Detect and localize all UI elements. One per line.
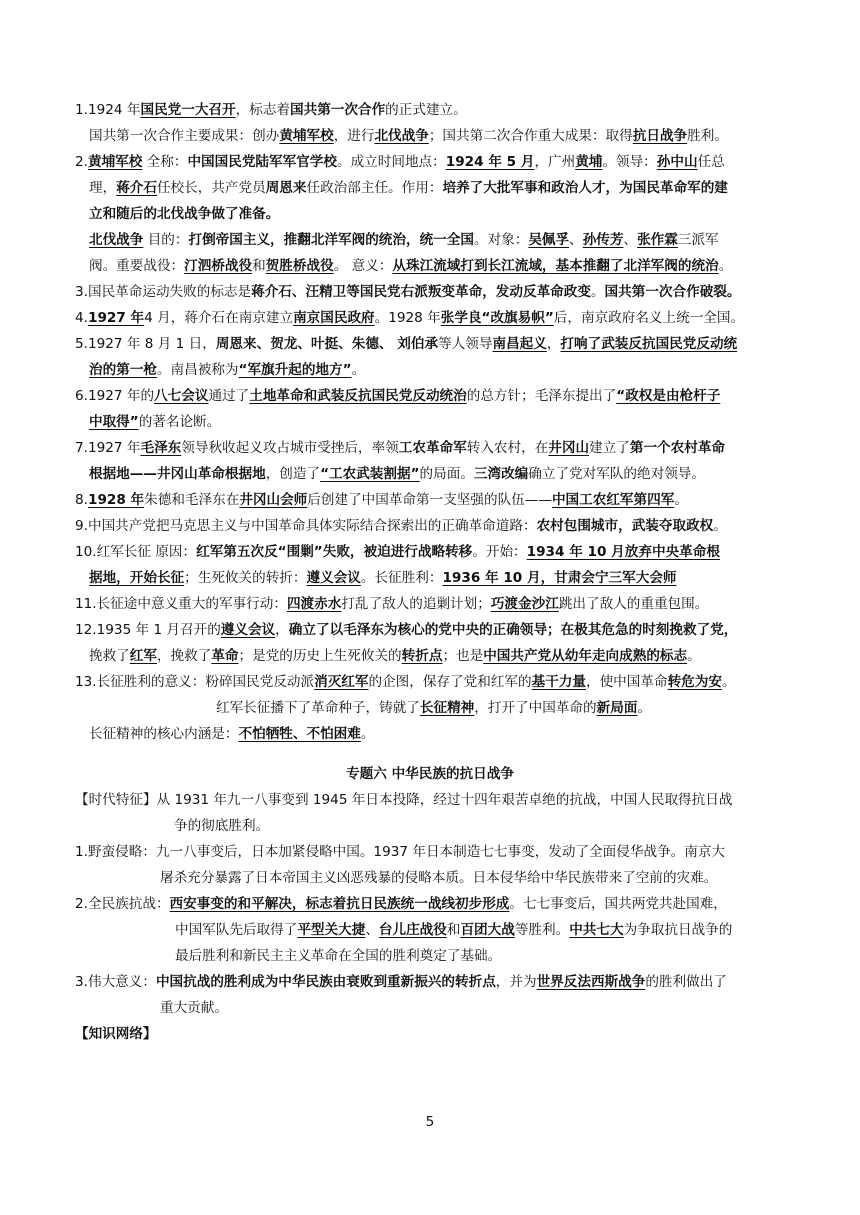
text-segment: 1936 年 10 月，甘肃会宁三军大会师 <box>442 570 677 586</box>
text-segment: 的胜利做出了 <box>645 974 727 990</box>
text-segment: ，挽救了 <box>156 648 212 664</box>
line <box>89 461 705 487</box>
text-segment: 培养了大批军事和政治人才，为国民革命军的建 <box>442 180 728 196</box>
text-segment: 4. <box>75 310 88 326</box>
text-segment: 不怕牺牲、不怕困难 <box>238 726 361 742</box>
text-segment: 长征精神的核心内涵是： <box>89 726 239 742</box>
text-segment: 等胜利。 <box>514 922 570 938</box>
text-segment: 9.中国共产党把马克思主义与中国革命具体实际结合探索出的正确革命道路： <box>75 518 537 534</box>
text-segment: 世界反法西斯战争 <box>536 974 646 990</box>
text-segment: 1927 年 <box>87 310 145 326</box>
text-segment: “政权是由枪杆子 <box>616 388 721 404</box>
text-segment: 确立了以毛泽东为核心的党中央的正确领导；在极其危急的时刻挽救了党， <box>288 622 738 638</box>
text-segment: 八七会议 <box>154 388 209 404</box>
text-segment: ，使中国革命 <box>586 674 668 690</box>
text-segment: “军旗升起的地方” <box>238 362 352 378</box>
text-segment: “工农武装割据” <box>320 466 420 482</box>
text-segment: 的正式建立。 <box>385 102 467 118</box>
text-segment: 消灭红军 <box>314 674 369 690</box>
text-segment: 据地，开始长征 <box>89 570 185 586</box>
text-segment: 中取得” <box>89 414 139 430</box>
page-number: 5 <box>425 1114 435 1130</box>
line <box>175 917 732 943</box>
text-segment: 。长征胜利： <box>360 570 443 586</box>
text-segment: 【时代特征】 <box>75 792 157 808</box>
text-segment: 第一个农村革命 <box>629 440 726 456</box>
text-segment: 2.全民族抗战： <box>75 896 170 912</box>
text-segment: 转危为安 <box>667 674 722 690</box>
text-segment: 百团大战 <box>460 922 515 938</box>
text-segment: 基干力量 <box>531 674 586 690</box>
text-segment: 根据地——井冈山革命根据地 <box>89 466 266 482</box>
text-segment: ；也是 <box>442 648 484 664</box>
text-segment: 建立了 <box>589 440 630 456</box>
text-segment: 。七七事变后，国共两党共赴国难， <box>509 896 727 912</box>
line <box>75 969 727 995</box>
text-segment: 治的第一枪 <box>89 362 157 378</box>
text-segment: 全称： <box>142 154 188 170</box>
text-segment: ，并为 <box>495 974 537 990</box>
text-segment: 。 <box>674 492 688 508</box>
text-segment: 后创建了中国革命第一支坚强的队伍—— <box>307 492 552 508</box>
text-segment: 黄埔 <box>575 154 603 170</box>
line <box>89 253 732 279</box>
text-segment: 。领导： <box>602 154 657 170</box>
text-segment: ， <box>275 622 289 638</box>
text-segment: 从 1931 年九一八事变到 1945 年日本投降，经过十四年艰苦卓绝的抗战，中国人民取得抗日战 <box>156 792 733 808</box>
text-segment: ，广州 <box>534 154 576 170</box>
line <box>75 513 727 539</box>
text-segment: 后，南京政府名义上统一全国。 <box>553 310 745 326</box>
text-segment: 立和随后的北伐战争做了准备。 <box>89 206 280 222</box>
text-segment: 。 <box>721 674 736 690</box>
text-segment: 中国共产党从幼年走向成熟的标志 <box>483 648 688 664</box>
text-segment: 的总方针；毛泽东提出了 <box>466 388 617 404</box>
text-segment: 四渡赤水 <box>286 596 342 612</box>
text-segment: 的著名论断。 <box>138 414 221 430</box>
text-segment: 挽救了 <box>89 648 130 664</box>
text-segment: 革命 <box>211 648 239 664</box>
line <box>89 201 279 227</box>
section-title: 专题六 中华民族的抗日战争 <box>346 766 514 782</box>
text-segment: 中国军队先后取得了 <box>175 922 298 938</box>
text-segment: 。 <box>360 726 375 742</box>
text-segment: 3.国民革命运动失败的标志是 <box>75 284 252 300</box>
text-segment: 土地革命和武装反抗国民党反动统治 <box>249 388 467 404</box>
line <box>75 669 736 695</box>
text-segment: 的企图，保存了党和红军的 <box>368 674 532 690</box>
text-segment: 为争取抗日战争的 <box>623 922 733 938</box>
text-segment: 北伐战争 <box>374 128 429 144</box>
text-segment: 蒋介石、汪精卫等国民党右派叛变革命，发动反革命政变 <box>251 284 591 300</box>
text-segment: 井冈山 <box>548 440 590 456</box>
text-segment: 10.红军长征 原因： <box>75 544 197 560</box>
text-segment: 最后胜利和新民主主义革命在全国的胜利奠定了基础。 <box>175 948 502 964</box>
text-segment: 张学良 <box>440 310 482 326</box>
text-segment: 和 <box>252 258 266 274</box>
text-segment: 目的： <box>143 232 189 248</box>
text-segment: 屠杀充分暴露了日本帝国主义凶恶残暴的侵略本质。日本侵华给中华民族带来了空前的灾难。 <box>160 870 718 886</box>
text-segment: 中国工农红军第四军 <box>551 492 675 508</box>
line <box>75 435 725 461</box>
text-segment: ，创造了 <box>265 466 321 482</box>
text-segment: 中共七大 <box>569 922 624 938</box>
text-segment: 、 <box>569 232 583 248</box>
text-segment: 5.1927 年 8 月 1 日， <box>75 336 216 352</box>
text-segment: 国共第一次合作主要成果：创办 <box>89 128 280 144</box>
text-segment: 朱德和毛泽东在 <box>144 492 240 508</box>
text-segment: 贺胜桥战役 <box>265 258 334 274</box>
text-segment: 1.1924 年 <box>75 102 141 118</box>
text-segment: 7.1927 年 <box>75 440 141 456</box>
text-segment: 11.长征途中意义重大的军事行动： <box>75 596 287 612</box>
text-segment: 等人领导 <box>438 336 493 352</box>
text-segment: 1924 年 5 月 <box>445 154 535 170</box>
text-segment: 红军第五次反“围剿”失败，被迫进行战略转移 <box>196 544 473 560</box>
text-segment: 中国抗战的胜利成为中华民族由衰败到重新振兴的转折点 <box>155 974 496 990</box>
line <box>75 149 725 175</box>
text-segment: 【知识网络】 <box>75 1026 157 1042</box>
text-segment: 孙传芳 <box>582 232 624 248</box>
line <box>75 839 725 865</box>
text-segment: 13.长征胜利的意义： <box>75 674 206 690</box>
text-segment: 北伐战争 <box>89 232 144 248</box>
text-segment: “改旗易帜” <box>481 310 554 326</box>
text-segment: 领导秋收起义攻占城市受挫后，率领 <box>181 440 399 456</box>
text-segment: 通过了 <box>208 388 250 404</box>
text-segment: 6.1927 年的 <box>75 388 155 404</box>
text-segment: 转入农村，在 <box>466 440 549 456</box>
line <box>89 643 701 669</box>
text-segment: 。开始： <box>472 544 527 560</box>
text-segment: 张作霖 <box>637 232 678 248</box>
line <box>175 943 501 969</box>
text-segment: ；是党的历史上生死攸关的 <box>238 648 402 664</box>
text-segment: 南京国民政府 <box>293 310 375 326</box>
text-segment: 周恩来、贺龙、叶挺、朱德、 刘伯承 <box>215 336 439 352</box>
text-segment: 1.野蛮侵略：九一八事变后，日本加紧侵略中国。1937 年日本制造七七事变，发动了全面侵华战争。南京大 <box>75 844 726 860</box>
line <box>89 721 374 747</box>
text-segment: ；生死攸关的转折： <box>184 570 307 586</box>
line <box>75 279 740 305</box>
text-segment: 转折点 <box>401 648 443 664</box>
text-segment: 台儿庄战役 <box>378 922 447 938</box>
text-segment: 。1928 年 <box>374 310 441 326</box>
text-segment: 巧渡金沙江 <box>490 596 559 612</box>
line <box>75 787 732 813</box>
line <box>216 695 651 721</box>
text-segment: 。 <box>713 518 727 534</box>
text-segment: 。成立时间地点： <box>337 154 446 170</box>
line <box>89 227 719 253</box>
text-segment: ；国共第二次合作重大成果：取得 <box>428 128 633 144</box>
text-segment: 打倒帝国主义，推翻北洋军阀的统治，统一全国 <box>188 232 474 248</box>
text-segment: 阀。重要战役： <box>89 258 185 274</box>
text-segment: 蒋介石 <box>116 180 157 196</box>
text-segment: 孙中山 <box>656 154 698 170</box>
text-segment: 。 <box>590 284 605 300</box>
text-segment: 遵义会议 <box>306 570 361 586</box>
text-segment: 。南昌被称为 <box>156 362 239 378</box>
text-segment: 2. <box>75 154 88 170</box>
line <box>89 175 728 201</box>
text-segment: 争的彻底胜利。 <box>174 818 270 834</box>
line <box>160 995 228 1021</box>
text-segment: 平型关大捷 <box>297 922 366 938</box>
text-segment: 任校长，共产党员 <box>156 180 266 196</box>
text-segment: 遵义会议 <box>220 622 276 638</box>
text-segment: 三派军 <box>677 232 719 248</box>
text-segment: 确立了党对军队的绝对领导。 <box>528 466 705 482</box>
text-segment: 。对象： <box>473 232 529 248</box>
text-segment: 农村包围城市，武装夺取政权 <box>536 518 714 534</box>
text-segment: 汀泗桥战役 <box>184 258 253 274</box>
text-segment: 吴佩孚 <box>528 232 570 248</box>
text-segment: ，打开了中国革命的 <box>474 700 597 716</box>
text-segment: 从珠江流域打到长江流域，基本推翻了北洋军阀的统治 <box>392 258 719 274</box>
text-segment: 抗日战争 <box>632 128 688 144</box>
text-segment: 国民党一大召开 <box>140 102 236 118</box>
text-segment: 长征精神 <box>419 700 475 716</box>
text-segment: 重大贡献。 <box>160 1000 228 1016</box>
text-segment: 。 <box>718 258 733 274</box>
text-segment: 跳出了敌人的重重包围。 <box>558 596 709 612</box>
text-segment: 黄埔军校 <box>87 154 143 170</box>
text-segment: 、 <box>623 232 638 248</box>
text-segment: 红军 <box>129 648 157 664</box>
text-segment: 国共第一次合作破裂。 <box>604 284 741 300</box>
line <box>75 487 688 513</box>
text-segment: ，进行 <box>333 128 375 144</box>
text-segment: 中国国民党陆军军官学校 <box>187 154 337 170</box>
text-segment: 红军长征播下了革命种子，铸就了 <box>216 700 420 716</box>
text-segment: 。 <box>687 648 701 664</box>
text-segment: 胜利。 <box>687 128 728 144</box>
text-segment: 打响了武装反抗国民党反动统 <box>560 336 738 352</box>
line <box>75 1021 157 1047</box>
text-segment: 国共第一次合作 <box>290 102 386 118</box>
line <box>75 305 744 331</box>
line <box>174 813 269 839</box>
text-segment: 新局面 <box>596 700 638 716</box>
line <box>75 891 727 917</box>
text-segment: ， <box>546 336 561 352</box>
line <box>75 97 467 123</box>
text-segment: 1934 年 10 月放弃中央革命根 <box>526 544 720 560</box>
text-segment: ，标志着 <box>235 102 291 118</box>
line <box>75 383 720 409</box>
text-segment: 。 意义： <box>333 258 393 274</box>
text-segment: 8. <box>75 492 88 508</box>
text-segment: 。 <box>637 700 651 716</box>
line <box>160 865 717 891</box>
line <box>75 539 720 565</box>
text-segment: 毛泽东 <box>140 440 182 456</box>
text-segment: 的局面。 <box>419 466 474 482</box>
text-segment: 。 <box>351 362 366 378</box>
text-segment: 3.伟大意义： <box>75 974 156 990</box>
text-segment: 、 <box>365 922 379 938</box>
text-segment: 黄埔军校 <box>279 128 334 144</box>
text-segment: 和 <box>446 922 461 938</box>
text-segment: 井冈山会师 <box>239 492 308 508</box>
text-segment: 打乱了敌人的追剿计划； <box>341 596 491 612</box>
text-segment: 任政治部主任。作用： <box>306 180 443 196</box>
line <box>89 409 220 435</box>
text-segment: 南昌起义 <box>492 336 547 352</box>
text-segment: 周恩来 <box>265 180 307 196</box>
text-segment: 工农革命军 <box>398 440 467 456</box>
line <box>75 617 737 643</box>
text-segment: 12.1935 年 1 月召开的 <box>75 622 221 638</box>
line <box>89 565 677 591</box>
text-segment: 4 月，蒋介石在南京建立 <box>144 310 294 326</box>
line <box>75 331 737 357</box>
line <box>89 357 365 383</box>
text-segment: 理， <box>89 180 117 196</box>
line <box>75 591 708 617</box>
text-segment: 1928 年 <box>87 492 145 508</box>
text-segment: 三湾改编 <box>473 466 529 482</box>
line <box>89 123 728 149</box>
text-segment: 粉碎国民党反动派 <box>205 674 315 690</box>
text-segment: 任总 <box>697 154 725 170</box>
text-segment: 西安事变的和平解决，标志着抗日民族统一战线初步形成 <box>169 896 510 912</box>
